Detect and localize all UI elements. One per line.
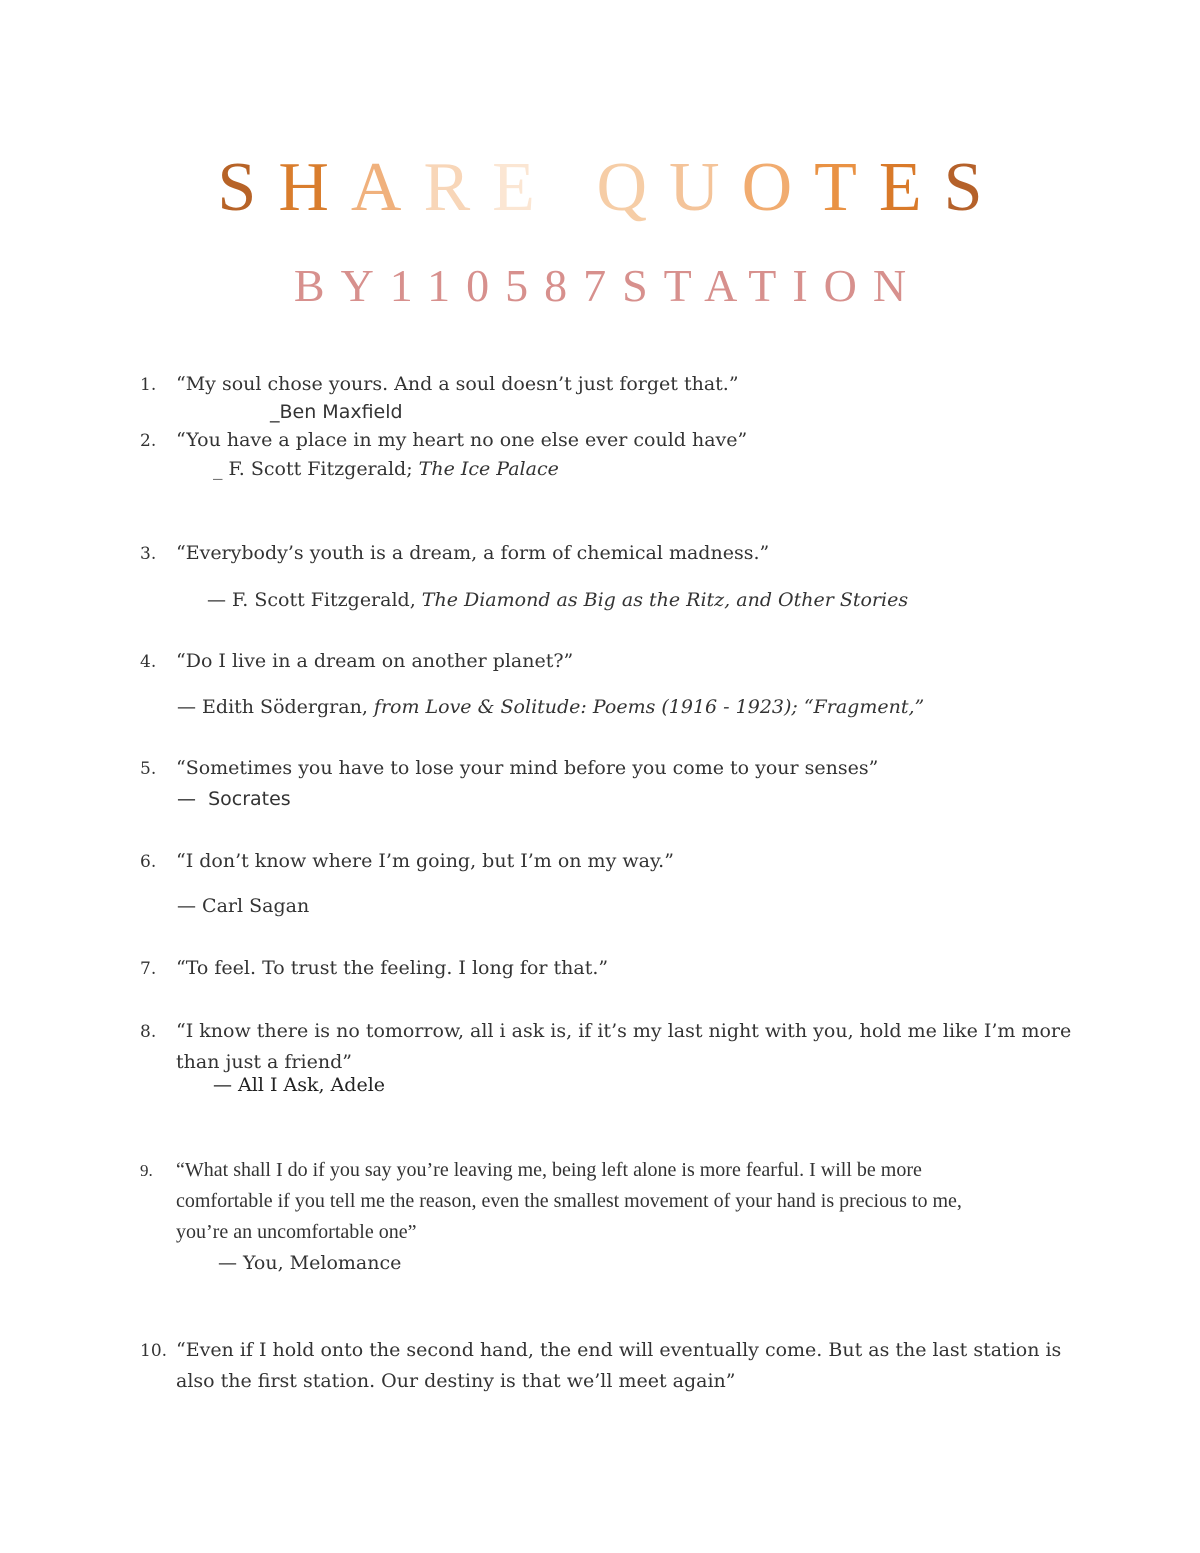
- title-letter: U: [669, 149, 742, 226]
- quote-number: 8.: [140, 1022, 157, 1042]
- quote-text: “What shall I do if you say you’re leaving me, being left alone is more fearful. I will be more: [176, 1159, 922, 1181]
- quote-number: 10.: [140, 1341, 168, 1361]
- quote-text: “I know there is no tomorrow, all i ask is, if it’s my last night with you, hold me like I’m more: [176, 1020, 1072, 1042]
- quote-text: “Sometimes you have to lose your mind before you come to your senses”: [176, 757, 879, 779]
- title-letter: T: [814, 149, 879, 226]
- quote-line: [140, 538, 1070, 569]
- quote-attribution: [177, 693, 924, 721]
- quote-number: 3.: [140, 544, 157, 564]
- quote-text: “Do I live in a dream on another planet?”: [176, 650, 574, 672]
- quote-number: 2.: [140, 431, 157, 451]
- attribution-author: — F. Scott Fitzgerald,: [207, 589, 422, 611]
- quote-text: also the first station. Our destiny is that we’ll meet again”: [176, 1370, 736, 1392]
- quote-item: [140, 425, 1070, 456]
- quote-number: 6.: [140, 852, 157, 872]
- quote-line: [140, 1217, 1070, 1248]
- quote-attribution: _Ben Maxfield: [270, 401, 403, 423]
- quote-number: 1.: [140, 375, 157, 395]
- title-letter: E: [492, 149, 557, 226]
- quote-item: [140, 369, 1070, 400]
- quote-item: [140, 753, 1070, 784]
- quote-attribution: — You, Melomance: [218, 1252, 402, 1274]
- quote-text: “Even if I hold onto the second hand, the end will eventually come. But as the last station is: [176, 1339, 1062, 1361]
- quote-line: [140, 753, 1070, 784]
- quote-attribution: — Carl Sagan: [177, 895, 310, 917]
- quote-item: [140, 1016, 1070, 1077]
- quote-item: [140, 953, 1070, 984]
- quote-line: [140, 1186, 1070, 1217]
- quote-attribution: [213, 455, 559, 483]
- quote-item: [140, 538, 1070, 569]
- attribution-work: The Diamond as Big as the Ritz, and Other Stories: [421, 589, 909, 611]
- quote-text: comfortable if you tell me the reason, even the smallest movement of your hand is precious to me,: [176, 1190, 962, 1212]
- quote-text: “I don’t know where I’m going, but I’m on my way.”: [176, 850, 674, 872]
- title-letter: [557, 148, 597, 228]
- attribution-work: The Ice Palace: [418, 458, 559, 480]
- attribution-work: from Love & Solitude: Poems (1916 - 1923); “Fragment,”: [373, 696, 925, 718]
- quote-text: “Everybody’s youth is a dream, a form of chemical madness.”: [176, 542, 770, 564]
- title-letter: Q: [596, 149, 669, 226]
- quote-text: “To feel. To trust the feeling. I long for that.”: [176, 957, 609, 979]
- quote-number: 4.: [140, 652, 157, 672]
- quote-attribution: [207, 586, 908, 614]
- quote-text: you’re an uncomfortable one”: [176, 1221, 417, 1243]
- title-letter: R: [423, 149, 493, 226]
- title-letter: H: [278, 149, 351, 226]
- quote-line: [140, 1016, 1070, 1047]
- quote-number: 5.: [140, 759, 157, 779]
- quote-line: [140, 953, 1070, 984]
- quote-number: 7.: [140, 959, 157, 979]
- quote-item: [140, 1155, 1070, 1248]
- quote-text: “You have a place in my heart no one else ever could have”: [176, 429, 748, 451]
- title-letter: S: [943, 149, 1005, 226]
- title-letter: O: [741, 149, 815, 226]
- quote-text: “My soul chose yours. And a soul doesn’t just forget that.”: [176, 373, 739, 395]
- page-subtitle: BY110587STATION: [293, 260, 923, 311]
- title-letter: A: [350, 149, 424, 226]
- title-letter: E: [878, 149, 944, 226]
- quote-line: [140, 1155, 1070, 1186]
- attribution-author: _ F. Scott Fitzgerald;: [213, 458, 419, 480]
- quote-line: [140, 1335, 1070, 1366]
- quote-line: [140, 646, 1070, 677]
- quote-attribution: — Socrates: [177, 788, 291, 810]
- quote-item: [140, 646, 1070, 677]
- page-title: [11, 148, 1200, 228]
- quote-line: [140, 369, 1070, 400]
- quote-number: 9.: [140, 1161, 153, 1180]
- quote-text: than just a friend”: [176, 1051, 352, 1073]
- quote-line: [140, 425, 1070, 456]
- quote-item: [140, 1335, 1070, 1396]
- quote-line: [140, 846, 1070, 877]
- quote-attribution: — All I Ask, Adele: [213, 1074, 386, 1096]
- title-letter: S: [217, 149, 279, 226]
- quote-line: [140, 1366, 1070, 1396]
- attribution-author: — Edith Södergran,: [177, 696, 374, 718]
- quote-item: [140, 846, 1070, 877]
